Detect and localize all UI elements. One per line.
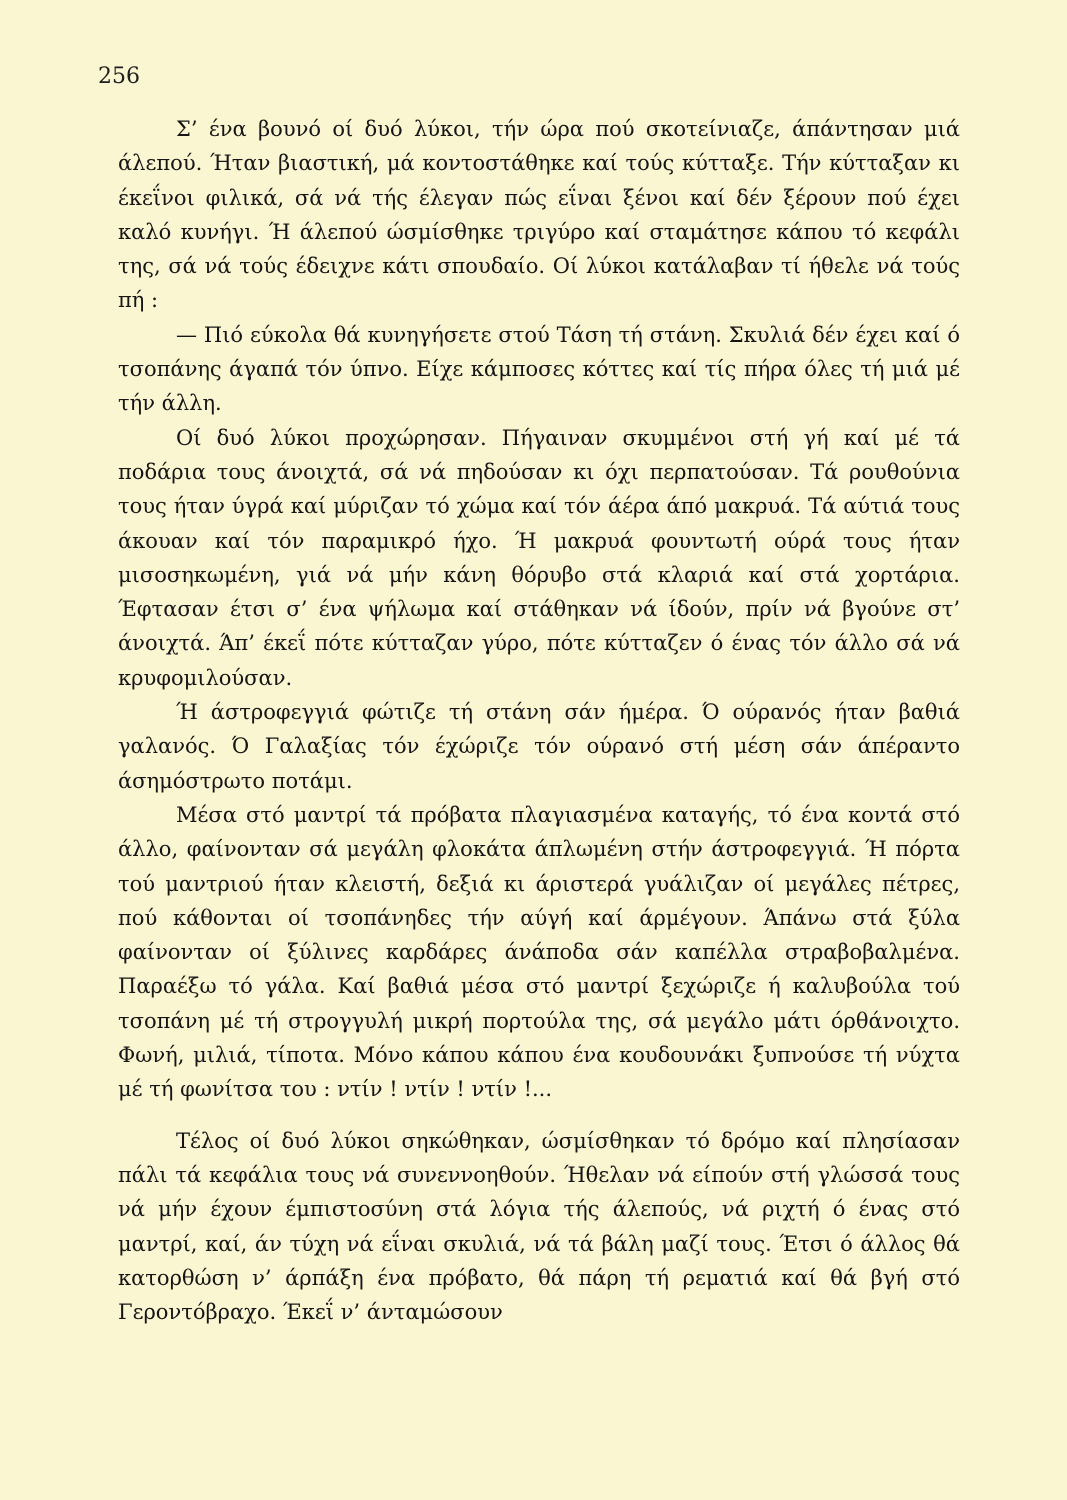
paragraph-wolves-meet-fox: Σ’ ένα βουνό οί δυό λύκοι, τήν ώρα πού σκοτείνιαζε, άπάντησαν μιά άλεπού. Ήταν βιαστική, μά κοντοστάθηκε καί τούς κύτταξε. Τήν κύτταξαν κι έκεΐνοι φιλικά, σά νά τής έλεγαν πώς εΐναι ξένοι καί δέν ξέρουν πού έχει καλό κυνήγι. Ή άλεπού ώσμίσθηκε τριγύρο καί σταμάτησε κάπου τό κεφάλι της, σά νά τούς έδειχνε κάτι σπουδαίο. Οί λύκοι κατάλαβαν τί ήθελε νά τούς πή : [118,117,960,313]
paragraph-fox-speech: — Πιό εύκολα θά κυνηγήσετε στού Τάση τή στάνη. Σκυλιά δέν έχει καί ό τσοπάνης άγαπά τόν ύπνο. Είχε κάμποσες κόττες καί τίς πήρα όλες τή μιά μέ τήν άλλη. [118,322,960,416]
paragraph-starlight: Ή άστροφεγγιά φώτιζε τή στάνη σάν ήμέρα. Ό ούρανός ήταν βαθιά γαλανός. Ό Γαλαξίας τόν έχώριζε τόν ούρανό στή μέση σάν άπέραντο άσημόστρωτο ποτάμι. [118,700,960,793]
paragraph-wolves-plan: Τέλος οί δυό λύκοι σηκώθηκαν, ώσμίσθηκαν τό δρόμο καί πλησίασαν πάλι τά κεφάλια τους νά συνεννοηθούν. Ήθελαν νά είπούν στή γλώσσά τους νά μήν έχουν έμπιστοσύνη στά λόγια τής άλεπούς, νά ριχτή ό ένας στό μαντρί, καί, άν τύχη νά εΐναι σκυλιά, νά τά βάλη μαζί τους. Έτσι ό άλλος θά κατορθώση ν’ άρπάξη ένα πρόβατο, θά πάρη τή ρεματιά καί θά βγή στό Γεροντόβραχο. Έκεΐ ν’ άνταμώσουν [118,1128,960,1325]
paragraph-wolves-advance: Οί δυό λύκοι προχώρησαν. Πήγαιναν σκυμμένοι στή γή καί μέ τά ποδάρια τους άνοιχτά, σά νά πηδούσαν κι όχι περπατούσαν. Τά ρουθούνια τους ήταν ύγρά καί μύριζαν τό χώμα καί τόν άέρα άπό μακρυά. Τά αύτιά τους άκουαν καί τόν παραμικρό ήχο. Ή μακρυά φουντωτή ούρά τους ήταν μισοσηκωμένη, γιά νά μήν κάνη θόρυβο στά κλαριά καί στά χορτάρια. Έφτασαν έτσι σ’ ένα ψήλωμα καί στάθηκαν νά ίδούν, πρίν νά βγούνε στ’ άνοιχτά. Άπ’ έκεΐ πότε κύτταζαν γύρο, πότε κύτταζεν ό ένας τόν άλλο σά νά κρυφομιλούσαν. [118,425,960,690]
paragraph-sheepfold: Μέσα στό μαντρί τά πρόβατα πλαγιασμένα καταγής, τό ένα κοντά στό άλλο, φαίνονταν σά μεγάλη φλοκάτα άπλωμένη στήν άστροφεγγιά. Ή πόρτα τού μαντριού ήταν κλειστή, δεξιά κι άριστερά γυάλιζαν οί μεγάλες πέτρες, πού κάθονται οί τσοπάνηδες τήν αύγή καί άρμέγουν. Άπάνω στά ξύλα φαίνονταν οί ξύλινες καρδάρες άνάποδα σάν καπέλλα στραβοβαλμένα. Παραέξω τό γάλα. Καί βαθιά μέσα στό μαντρί ξεχώριζε ή καλυβούλα τού τσοπάνη μέ τή στρογγυλή μικρή πορτούλα της, σά μεγάλο μάτι όρθάνοιχτο. Φωνή, μιλιά, τίποτα. Μόνο κάπου κάπου ένα κουδουνάκι ξυπνούσε τή νύχτα μέ τή φωνίτσα του : ντίν ! ντίν ! ντίν !... [118,802,960,1102]
page-body-text [118,112,960,1329]
page-number: 256 [98,64,140,89]
